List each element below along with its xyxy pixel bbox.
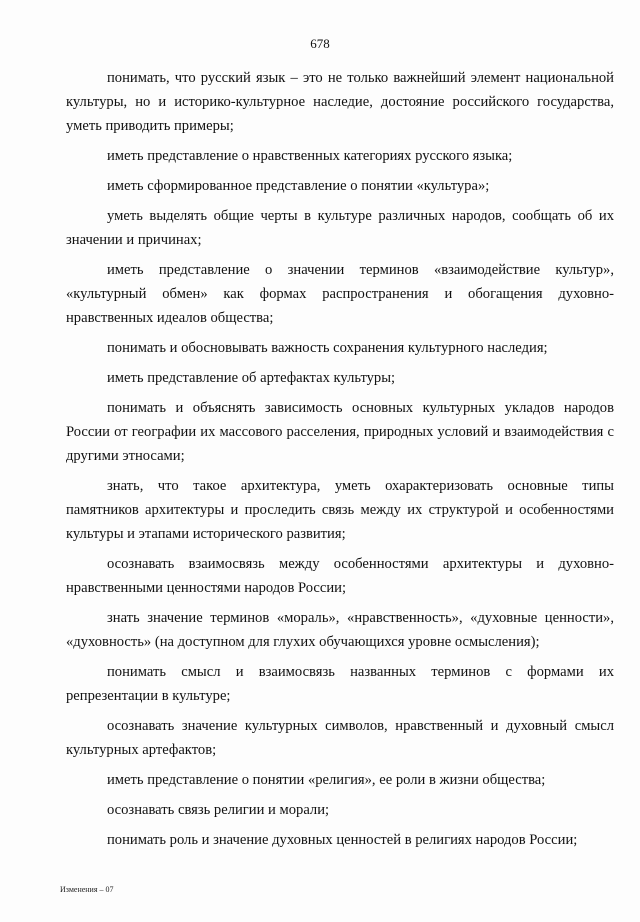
paragraph: понимать, что русский язык – это не только важнейший элемент национальной культуры, но и историко-культурное наследие, достояние российского государства, уметь приводить примеры;	[66, 70, 614, 134]
paragraph: понимать и обосновывать важность сохранения культурного наследия;	[107, 340, 548, 356]
paragraph: осознавать значение культурных символов, нравственный и духовный смысл культурных артефактов;	[66, 718, 614, 758]
paragraph: иметь представление о значении терминов «взаимодействие культур», «культурный обмен» как формах распространения и обогащения духовно-нравственных идеалов общества;	[66, 262, 614, 326]
paragraph: иметь сформированное представление о понятии «культура»;	[107, 178, 490, 194]
paragraph: понимать и объяснять зависимость основных культурных укладов народов России от географии их массового расселения, природных условий и взаимодействия с другими этносами;	[66, 400, 614, 464]
page-body	[66, 66, 614, 852]
paragraph: иметь представление о нравственных категориях русского языка;	[107, 148, 513, 164]
paragraph: осознавать связь религии и морали;	[107, 802, 330, 818]
paragraph: осознавать взаимосвязь между особенностями архитектуры и духовно-нравственными ценностями народов России;	[66, 556, 614, 596]
paragraph: знать, что такое архитектура, уметь охарактеризовать основные типы памятников архитектуры и проследить связь между их структурой и особенностями культуры и этапами исторического развития;	[66, 478, 614, 542]
footer-revision-note: Изменения – 07	[60, 885, 114, 894]
paragraph: уметь выделять общие черты в культуре различных народов, сообщать об их значении и причинах;	[66, 208, 614, 248]
paragraph: понимать смысл и взаимосвязь названных терминов с формами их репрезентации в культуре;	[66, 664, 614, 704]
paragraph: иметь представление о понятии «религия», ее роли в жизни общества;	[107, 772, 546, 788]
page-number: 678	[310, 36, 330, 51]
paragraph: знать значение терминов «мораль», «нравственность», «духовные ценности», «духовность» (на доступном для глухих обучающихся уровне осмысления);	[66, 610, 614, 650]
paragraph: иметь представление об артефактах культуры;	[107, 370, 396, 386]
paragraph: понимать роль и значение духовных ценностей в религиях народов России;	[107, 832, 578, 848]
